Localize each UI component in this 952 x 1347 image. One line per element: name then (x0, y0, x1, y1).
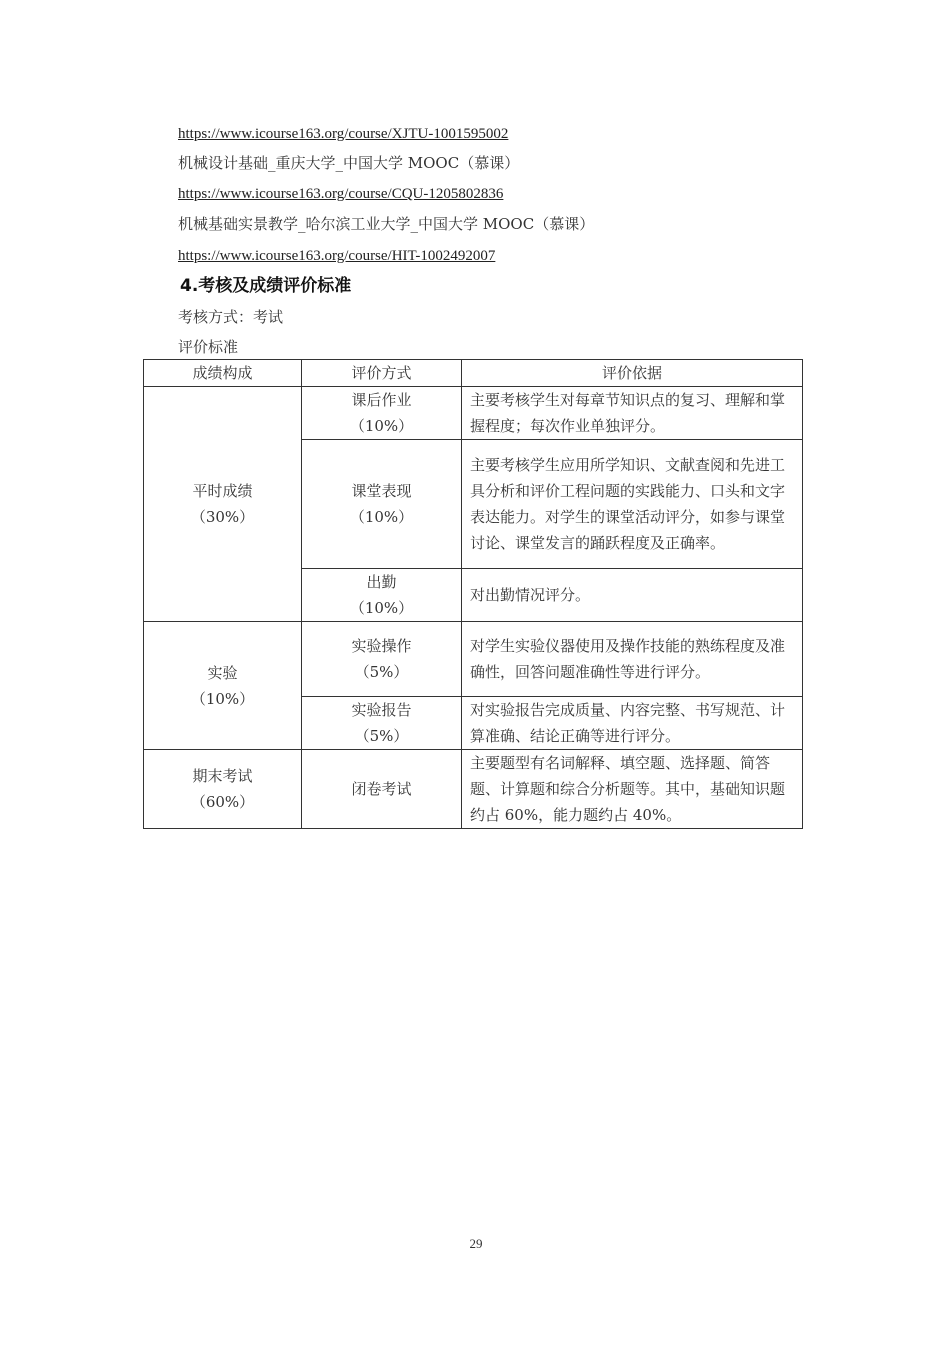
table-row (144, 622, 803, 697)
method-cell (302, 750, 462, 829)
basis-cell: 对出勤情况评分。 (462, 569, 803, 622)
method-weight: （10%） (349, 599, 414, 617)
group-cell (144, 622, 302, 750)
header-basis: 评价依据 (462, 360, 803, 387)
method-name: 课后作业 (351, 391, 412, 409)
method-weight: （5%） (354, 727, 409, 745)
evaluation-standard-label: 评价标准 (178, 338, 239, 356)
method-name: 闭卷考试 (351, 780, 412, 798)
group-weight: （60%） (190, 793, 255, 811)
basis-cell: 主要考核学生对每章节知识点的复习、理解和掌握程度；每次作业单独评分。 (462, 387, 803, 440)
table-header-row (144, 360, 803, 387)
method-name: 出勤 (366, 573, 397, 591)
basis-cell: 对学生实验仪器使用及操作技能的熟练程度及准确性，回答问题准确性等进行评分。 (462, 622, 803, 697)
group-name: 期末考试 (192, 767, 253, 785)
group-weight: （10%） (190, 689, 255, 708)
group-weight: （30%） (190, 508, 255, 526)
method-weight: （10%） (349, 417, 414, 435)
grading-table (143, 359, 803, 829)
assessment-method: 考核方式：考试 (178, 308, 284, 326)
method-name: 实验报告 (351, 701, 412, 719)
reference-title-hit: 机械基础实景教学_哈尔滨工业大学_中国大学 MOOC（慕课） (178, 215, 595, 233)
reference-link-hit[interactable]: https://www.icourse163.org/course/HIT-1002492007 (178, 248, 496, 264)
method-cell (302, 387, 462, 440)
method-cell (302, 440, 462, 569)
method-cell (302, 622, 462, 697)
group-name: 平时成绩 (192, 482, 253, 500)
basis-cell: 主要题型有名词解释、填空题、选择题、简答题、计算题和综合分析题等。其中，基础知识题约占 60%，能力题约占 40%。 (462, 750, 803, 829)
reference-title-cqu: 机械设计基础_重庆大学_中国大学 MOOC（慕课） (178, 154, 520, 172)
header-method: 评价方式 (302, 360, 462, 387)
basis-cell: 主要考核学生应用所学知识、文献查阅和先进工具分析和评价工程问题的实践能力、口头和文字表达能力。对学生的课堂活动评分，如参与课堂讨论、课堂发言的踊跃程度及正确率。 (462, 440, 803, 569)
method-cell (302, 569, 462, 622)
method-cell (302, 697, 462, 750)
header-composition: 成绩构成 (144, 360, 302, 387)
group-cell (144, 387, 302, 622)
section-heading: 4.考核及成绩评价标准 (180, 276, 352, 296)
reference-link-xjtu[interactable]: https://www.icourse163.org/course/XJTU-1001595002 (178, 126, 509, 142)
table-row (144, 387, 803, 440)
group-name: 实验 (207, 663, 238, 682)
page-number: 29 (469, 1236, 483, 1251)
group-cell (144, 750, 302, 829)
basis-cell: 对实验报告完成质量、内容完整、书写规范、计算准确、结论正确等进行评分。 (462, 697, 803, 750)
table-row (144, 750, 803, 829)
method-name: 实验操作 (351, 637, 412, 655)
method-name: 课堂表现 (351, 482, 412, 500)
method-weight: （5%） (354, 663, 409, 681)
reference-link-cqu[interactable]: https://www.icourse163.org/course/CQU-1205802836 (178, 186, 504, 202)
method-weight: （10%） (349, 508, 414, 526)
